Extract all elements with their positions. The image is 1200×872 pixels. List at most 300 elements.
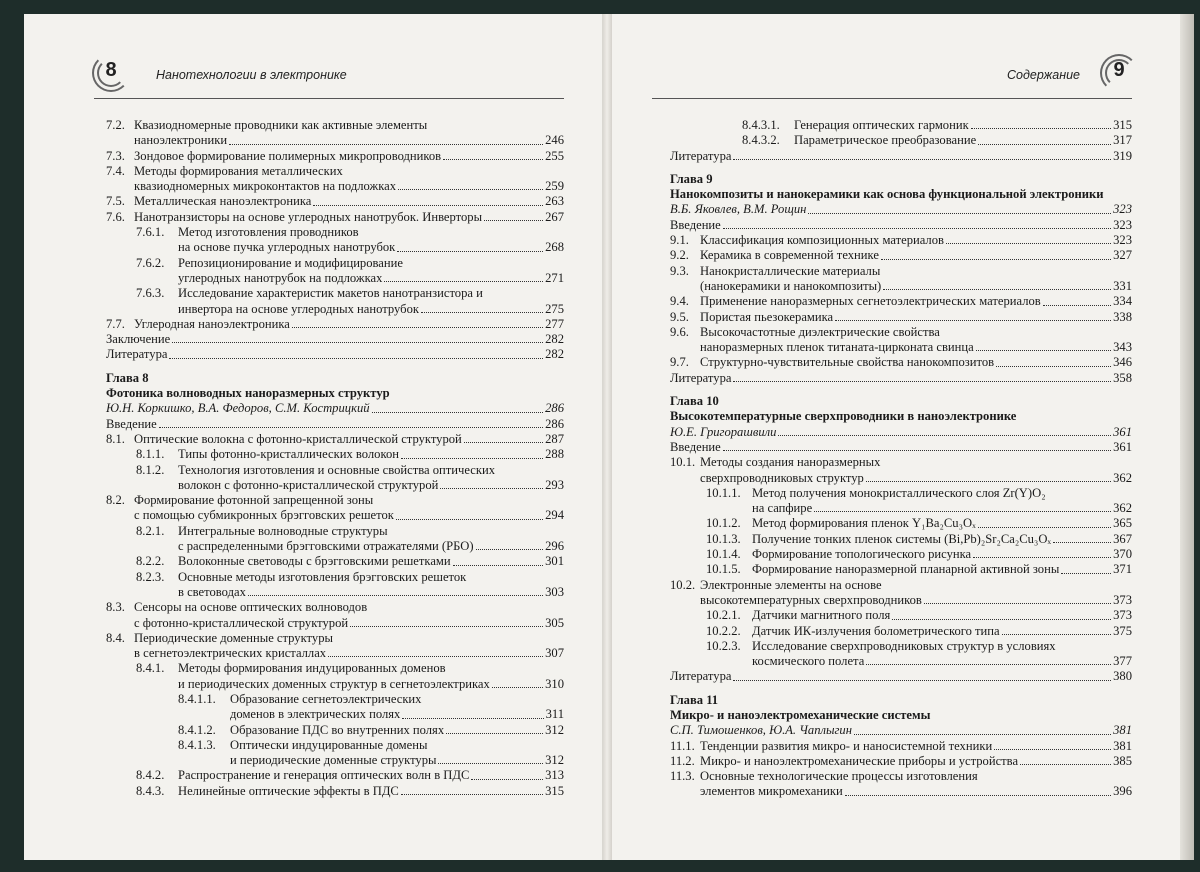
- toc-entry: [106, 210, 564, 225]
- toc-entry-title: Генерация оптических гармоник: [794, 118, 969, 132]
- toc-entry-page: 381: [1113, 738, 1132, 753]
- toc-entry-title: Интегральные волноводные структуры: [178, 523, 388, 538]
- toc-entry-page: 286: [545, 401, 564, 416]
- toc-entry-number: 11.2.: [670, 753, 695, 768]
- toc-entry-title: Литература: [106, 347, 168, 362]
- toc-entry-page: 311: [545, 707, 564, 722]
- toc-entry: [670, 218, 1132, 233]
- toc-entry-number: 8.4.3.1.: [742, 118, 780, 132]
- toc-entry-page: 319: [1113, 148, 1132, 163]
- toc-entry-number: 9.3.: [670, 263, 689, 278]
- toc-entry-page: 370: [1113, 547, 1132, 562]
- toc-entry-page: 385: [1113, 753, 1132, 768]
- toc-entry-number: 8.2.3.: [136, 569, 165, 584]
- toc-entry-number: 7.7.: [106, 316, 125, 331]
- toc-entry-number: 8.4.1.1.: [178, 691, 216, 706]
- toc-entry-page: 313: [545, 768, 564, 783]
- toc-entry: [670, 187, 1132, 202]
- dot-leader: [723, 218, 1111, 229]
- toc-entry-page: 312: [545, 722, 564, 737]
- toc-entry: [670, 118, 1132, 133]
- toc-entry-number: 10.1.1.: [706, 485, 741, 500]
- dot-leader: [733, 669, 1111, 680]
- toc-entry-page: 315: [1113, 118, 1132, 132]
- toc-entry-page: 282: [545, 347, 564, 362]
- toc-entry-page: 373: [1113, 608, 1132, 623]
- toc-entry: [106, 386, 564, 401]
- toc-entry-title: Сенсоры на основе оптических волноводов: [134, 600, 368, 615]
- toc-entry: [106, 286, 564, 301]
- dot-leader: [328, 646, 543, 657]
- toc-entry-title: Введение: [106, 416, 157, 431]
- toc-entry-page: 362: [1113, 501, 1132, 516]
- dot-leader: [401, 784, 543, 795]
- toc-entry-number: 8.3.: [106, 600, 125, 615]
- toc-entry: [670, 340, 1132, 355]
- toc-entry-number: 8.4.1.2.: [178, 722, 216, 737]
- toc-entry: [670, 501, 1132, 516]
- toc-entry-title: Глава 10: [670, 394, 719, 409]
- toc-entry-title: Датчики магнитного поля: [752, 608, 891, 623]
- toc-entry: [106, 256, 564, 271]
- toc-entry-title: Нанокристаллические материалы: [700, 263, 881, 278]
- toc-entry-title: (нанокерамики и нанокомпозиты): [700, 278, 882, 293]
- toc-entry: [106, 194, 564, 209]
- toc-entry-page: 288: [545, 447, 564, 462]
- toc-entry: [106, 302, 564, 317]
- toc-entry-title: квазиодномерных микроконтактов на подложках: [134, 179, 397, 194]
- toc-entry-number: 7.6.2.: [136, 255, 165, 270]
- dot-leader: [248, 585, 543, 596]
- dot-leader: [313, 194, 543, 205]
- toc-entry-number: 7.5.: [106, 194, 125, 209]
- toc-entry: [670, 593, 1132, 608]
- dot-leader: [172, 332, 543, 343]
- toc-entry-page: 305: [545, 615, 564, 630]
- toc-entry: [106, 317, 564, 332]
- toc-entry: [106, 493, 564, 508]
- toc-entry-page: 371: [1113, 562, 1132, 577]
- toc-entry-number: 8.4.1.: [136, 661, 165, 676]
- toc-entry: [670, 639, 1132, 654]
- toc-entry: [670, 608, 1132, 623]
- dot-leader: [484, 210, 543, 221]
- toc-entry-page: 375: [1113, 623, 1132, 638]
- toc-entry-number: 10.2.3.: [706, 638, 741, 653]
- toc-entry-number: 10.2.2.: [706, 623, 741, 638]
- dot-leader: [973, 547, 1111, 558]
- toc-entry-page: 323: [1113, 217, 1132, 232]
- toc-entry-title: Исследование характеристик макетов нанотранзистора и: [178, 286, 483, 301]
- toc-entry-page: 367: [1113, 531, 1132, 546]
- toc-entry-title: Оптические волокна с фотонно-кристаллической структурой: [134, 431, 462, 446]
- dot-leader: [471, 768, 543, 779]
- dot-leader: [892, 608, 1111, 619]
- toc-entry: [106, 753, 564, 768]
- toc-entry-number: 8.4.: [106, 630, 125, 645]
- toc-entry-page: 396: [1113, 784, 1132, 799]
- toc-entry-page: 255: [545, 148, 564, 163]
- toc-entry-number: 9.4.: [670, 294, 689, 309]
- toc-entry-page: 377: [1113, 654, 1132, 669]
- toc-entry-number: 8.1.1.: [136, 447, 165, 462]
- toc-entry: [670, 425, 1132, 440]
- toc-entry-title: Основные методы изготовления брэгговских решеток: [178, 569, 467, 584]
- toc-entry-page: 259: [545, 179, 564, 194]
- toc-entry-title: Технология изготовления и основные свойства оптических: [178, 462, 496, 477]
- dot-leader: [421, 302, 543, 313]
- toc-entry-number: 8.1.: [106, 431, 125, 446]
- toc-entry-title: Параметрическое преобразование: [794, 133, 977, 148]
- dot-leader: [396, 508, 543, 519]
- running-title: Нанотехнологии в электронике: [156, 68, 347, 82]
- toc-entry: [106, 554, 564, 569]
- toc-entry: [670, 133, 1132, 148]
- dot-leader: [169, 347, 543, 358]
- dot-leader: [978, 133, 1111, 144]
- toc-entry-title: Нанотранзисторы на основе углеродных нанотрубок. Инверторы: [134, 209, 483, 224]
- dot-leader: [350, 616, 543, 627]
- toc-entry: [670, 654, 1132, 669]
- toc-entry: [106, 692, 564, 707]
- toc-entry-title: Периодические доменные структуры: [134, 630, 333, 645]
- toc-entry: [670, 669, 1132, 684]
- toc-entry-page: 282: [545, 332, 564, 347]
- dot-leader: [845, 784, 1111, 795]
- toc-entry: [670, 624, 1132, 639]
- toc-entry-title: в сегнетоэлектрических кристаллах: [134, 646, 327, 661]
- toc-entry-title: Исследование сверхпроводниковых структур в условиях: [752, 638, 1056, 653]
- toc-entry-page: 277: [545, 316, 564, 331]
- toc-entry-number: 9.5.: [670, 309, 689, 324]
- toc-entry-title: с фотонно-кристаллической структурой: [134, 615, 349, 630]
- toc-entry-title: Метод изготовления проводников: [178, 225, 359, 240]
- toc-entry-page: 286: [545, 416, 564, 431]
- toc-entry: [106, 118, 564, 133]
- toc-entry: [106, 646, 564, 661]
- toc-entry: [670, 693, 1132, 708]
- toc-entry-title: Методы создания наноразмерных: [700, 455, 881, 470]
- toc-entry-page: 358: [1113, 370, 1132, 385]
- toc-entry-number: 8.4.3.2.: [742, 133, 780, 148]
- toc-entry: [670, 562, 1132, 577]
- toc-entry-title: Углеродная наноэлектроника: [134, 316, 290, 331]
- toc-entry-number: 9.7.: [670, 355, 689, 370]
- toc-entry-title: Высокочастотные диэлектрические свойства: [700, 324, 940, 339]
- toc-entry-number: 7.6.1.: [136, 225, 165, 240]
- page-number: 9: [1113, 59, 1125, 81]
- dot-leader: [292, 317, 543, 328]
- dot-leader: [401, 447, 543, 458]
- toc-entry-page: 317: [1113, 133, 1132, 148]
- toc-entry: [106, 600, 564, 615]
- toc-entry-number: 11.3.: [670, 769, 695, 784]
- toc-entry-number: 10.1.3.: [706, 531, 741, 546]
- toc-entry: [106, 784, 564, 799]
- toc-entry: [670, 784, 1132, 799]
- dot-leader: [733, 371, 1111, 382]
- toc-entry-page: 380: [1113, 669, 1132, 684]
- toc-entry: [670, 532, 1132, 547]
- toc-entry-page: 338: [1113, 309, 1132, 324]
- toc-entry: [106, 478, 564, 493]
- toc-entry-page: 293: [545, 477, 564, 492]
- toc-entry: [106, 240, 564, 255]
- toc-entry: [106, 707, 564, 722]
- toc-entry-title: Литература: [670, 669, 732, 684]
- toc-entry-page: 361: [1113, 424, 1132, 439]
- dot-leader: [229, 133, 543, 144]
- toc-entry-title: Ю.Е. Григорашвили: [670, 424, 777, 439]
- dot-leader: [778, 425, 1111, 436]
- dot-leader: [453, 554, 543, 565]
- toc-entry-page: 361: [1113, 439, 1132, 454]
- toc-list: [106, 118, 564, 799]
- toc-entry-page: 381: [1113, 723, 1132, 738]
- dot-leader: [994, 739, 1111, 750]
- toc-entry-title: Высокотемпературные сверхпроводники в наноэлектронике: [670, 409, 1017, 424]
- toc-entry-title: Формирование наноразмерной планарной активной зоны: [752, 562, 1060, 577]
- toc-entry: [670, 547, 1132, 562]
- toc-entry-number: 10.2.: [670, 577, 696, 592]
- toc-entry: [106, 738, 564, 753]
- toc-entry: [670, 440, 1132, 455]
- toc-entry: [106, 677, 564, 692]
- toc-entry: [106, 631, 564, 646]
- toc-entry-page: 271: [545, 270, 564, 285]
- toc-entry-title: Основные технологические процессы изготовления: [700, 769, 978, 784]
- toc-entry-title: Керамика в современной технике: [700, 248, 879, 263]
- toc-entry-title: с помощью субмикронных брэгговских решеток: [134, 508, 394, 523]
- toc-entry-title: Микро- и наноэлектромеханические приборы и устройства: [700, 753, 1019, 768]
- toc-entry-page: 296: [545, 539, 564, 554]
- toc-entry-title: элементов микромеханики: [700, 784, 843, 799]
- dot-leader: [397, 240, 543, 251]
- toc-entry-title: Метод формирования пленок Y₁Ba₂Cu₃Oₓ: [752, 516, 976, 531]
- toc-entry: [106, 164, 564, 179]
- toc-entry: [670, 516, 1132, 531]
- dot-leader: [866, 471, 1111, 482]
- toc-entry: [670, 264, 1132, 279]
- toc-entry-title: Тенденции развития микро- и наносистемной техники: [700, 738, 993, 753]
- toc-entry-title: Волоконные световоды с брэгговскими решетками: [178, 554, 451, 569]
- toc-entry: [670, 739, 1132, 754]
- dot-leader: [446, 723, 543, 734]
- page-number-logo: [1098, 56, 1132, 90]
- page-edge: [1180, 14, 1194, 860]
- dot-leader: [1002, 624, 1111, 635]
- toc-entry-title: Литература: [670, 370, 732, 385]
- toc-entry-page: 294: [545, 508, 564, 523]
- toc-entry: [670, 486, 1132, 501]
- toc-entry-number: 8.4.3.: [136, 783, 165, 798]
- right-page: [612, 14, 1180, 860]
- toc-entry: [670, 471, 1132, 486]
- toc-entry: [106, 133, 564, 148]
- toc-entry-title: Ю.Н. Коркишко, В.А. Федоров, С.М. Кострицкий: [106, 401, 370, 416]
- toc-entry: [106, 570, 564, 585]
- dot-leader: [946, 233, 1111, 244]
- toc-entry: [670, 248, 1132, 263]
- toc-entry-title: Формирование фотонной запрещенной зоны: [134, 493, 374, 508]
- toc-entry-title: Нанокомпозиты и нанокерамики как основа функциональной электроники: [670, 187, 1104, 202]
- page-number-logo: [94, 56, 128, 90]
- toc-entry-title: Репозиционирование и модифицирование: [178, 255, 403, 270]
- toc-entry-number: 7.6.3.: [136, 286, 165, 301]
- toc-entry-number: 7.2.: [106, 118, 125, 132]
- toc-entry-number: 7.4.: [106, 163, 125, 178]
- toc-entry-page: 323: [1113, 233, 1132, 248]
- toc-entry-title: наноразмерных пленок титаната-цирконата свинца: [700, 340, 974, 355]
- toc-entry-title: В.Б. Яковлев, В.М. Рощин: [670, 202, 807, 217]
- toc-entry-number: 11.1.: [670, 738, 695, 753]
- dot-leader: [883, 279, 1111, 290]
- toc-entry-page: 343: [1113, 340, 1132, 355]
- toc-entry-title: сверхпроводниковых структур: [700, 470, 864, 485]
- toc-entry-page: 362: [1113, 470, 1132, 485]
- toc-entry-title: Получение тонких пленок системы (Bi,Pb)₂Sr₂Ca₂Cu₃Oₓ: [752, 531, 1052, 546]
- toc-entry-title: на сапфире: [752, 501, 813, 516]
- dot-leader: [854, 723, 1111, 734]
- toc-entry-title: Микро- и наноэлектромеханические системы: [670, 707, 931, 722]
- dot-leader: [866, 654, 1111, 665]
- dot-leader: [924, 593, 1111, 604]
- dot-leader: [492, 677, 543, 688]
- dot-leader: [1061, 562, 1111, 573]
- toc-entry: [670, 394, 1132, 409]
- dot-leader: [402, 707, 543, 718]
- toc-entry-title: Датчик ИК-излучения болометрического типа: [752, 623, 1000, 638]
- dot-leader: [476, 539, 544, 550]
- toc-entry: [106, 225, 564, 240]
- toc-entry: [106, 401, 564, 416]
- toc-entry-number: 10.1.5.: [706, 562, 741, 577]
- toc-entry-title: Квазиодномерные проводники как активные элементы: [134, 118, 428, 132]
- toc-entry-title: Метод получения монокристаллического слоя Zr(Y)O₂: [752, 485, 1046, 500]
- toc-entry-title: С.П. Тимошенков, Ю.А. Чаплыгин: [670, 723, 852, 738]
- dot-leader: [372, 401, 544, 412]
- toc-entry-number: 9.6.: [670, 324, 689, 339]
- toc-entry: [106, 539, 564, 554]
- toc-entry-page: 346: [1113, 355, 1132, 370]
- toc-entry-title: Электронные элементы на основе: [700, 577, 882, 592]
- toc-entry-title: Применение наноразмерных сегнетоэлектрических материалов: [700, 294, 1041, 309]
- toc-entry-title: и периодические доменные структуры: [230, 753, 437, 768]
- toc-entry: [106, 585, 564, 600]
- dot-leader: [1020, 754, 1111, 765]
- toc-entry: [106, 417, 564, 432]
- toc-entry-page: 287: [545, 431, 564, 446]
- toc-entry-number: 10.1.4.: [706, 547, 741, 562]
- toc-entry: [106, 463, 564, 478]
- toc-entry: [106, 768, 564, 783]
- toc-entry-number: 8.4.1.3.: [178, 737, 216, 752]
- header-rule: [94, 98, 564, 99]
- toc-entry-title: Заключение: [106, 332, 171, 347]
- toc-entry: [106, 371, 564, 386]
- toc-entry-page: 310: [545, 676, 564, 691]
- toc-entry-number: 8.2.1.: [136, 523, 165, 538]
- header-rule: [652, 98, 1132, 99]
- toc-entry-title: Образование сегнетоэлектрических: [230, 691, 422, 706]
- toc-entry: [670, 279, 1132, 294]
- toc-entry-number: 8.1.2.: [136, 462, 165, 477]
- toc-entry-number: 8.4.2.: [136, 768, 165, 783]
- toc-entry-title: Глава 8: [106, 370, 149, 385]
- dot-leader: [733, 149, 1111, 160]
- toc-entry: [106, 347, 564, 362]
- toc-entry: [670, 723, 1132, 738]
- toc-entry: [670, 578, 1132, 593]
- running-title: Содержание: [1007, 68, 1080, 82]
- dot-leader: [814, 501, 1111, 512]
- dot-leader: [464, 432, 543, 443]
- toc-entry-title: Методы формирования металлических: [134, 163, 343, 178]
- toc-entry-title: доменов в электрических полях: [230, 707, 401, 722]
- toc-entry-number: 7.3.: [106, 148, 125, 163]
- toc-entry-page: 365: [1113, 516, 1132, 531]
- dot-leader: [971, 118, 1111, 129]
- dot-leader: [440, 478, 543, 489]
- toc-entry-page: 307: [545, 646, 564, 661]
- toc-entry-title: в световодах: [178, 584, 246, 599]
- dot-leader: [1043, 294, 1111, 305]
- toc-entry-page: 315: [545, 783, 564, 798]
- toc-entry-number: 10.1.2.: [706, 516, 741, 531]
- toc-entry-page: 275: [545, 301, 564, 316]
- toc-entry: [670, 708, 1132, 723]
- dot-leader: [159, 417, 543, 428]
- toc-entry: [670, 294, 1132, 309]
- toc-entry-title: Введение: [670, 217, 721, 232]
- toc-entry-title: Введение: [670, 439, 721, 454]
- toc-entry: [106, 447, 564, 462]
- toc-entry-title: Пористая пьезокерамика: [700, 309, 834, 324]
- toc-entry-title: инвертора на основе углеродных нанотрубок: [178, 301, 419, 316]
- toc-entry-title: Нелинейные оптические эффекты в ПДС: [178, 783, 399, 798]
- dot-leader: [835, 310, 1111, 321]
- toc-entry-title: Глава 11: [670, 692, 719, 707]
- toc-entry-title: Оптически индуцированные домены: [230, 737, 428, 752]
- toc-entry-title: с распределенными брэгговскими отражателями (РБО): [178, 539, 474, 554]
- toc-entry-number: 10.1.: [670, 455, 696, 470]
- toc-entry-title: Методы формирования индуцированных доменов: [178, 661, 446, 676]
- toc-entry-title: Литература: [670, 148, 732, 163]
- dot-leader: [723, 440, 1111, 451]
- toc-entry-title: Глава 9: [670, 171, 713, 186]
- toc-entry-number: 8.2.: [106, 493, 125, 508]
- dot-leader: [384, 271, 543, 282]
- toc-entry-page: 246: [545, 133, 564, 148]
- dot-leader: [438, 753, 543, 764]
- toc-entry-title: на основе пучка углеродных нанотрубок: [178, 240, 396, 255]
- toc-entry: [670, 149, 1132, 164]
- dot-leader: [398, 179, 543, 190]
- toc-entry-title: Металлическая наноэлектроника: [134, 194, 312, 209]
- toc-entry: [670, 409, 1132, 424]
- toc-entry: [670, 172, 1132, 187]
- toc-entry: [106, 271, 564, 286]
- dot-leader: [881, 248, 1111, 259]
- toc-entry-title: углеродных нанотрубок на подложках: [178, 270, 383, 285]
- toc-entry-page: 373: [1113, 592, 1132, 607]
- toc-entry-number: 8.2.2.: [136, 554, 165, 569]
- toc-entry: [106, 332, 564, 347]
- toc-entry: [670, 233, 1132, 248]
- toc-entry-title: волокон с фотонно-кристаллической структурой: [178, 477, 439, 492]
- toc-entry-title: Классификация композиционных материалов: [700, 233, 944, 248]
- toc-entry-title: Формирование топологического рисунка: [752, 547, 972, 562]
